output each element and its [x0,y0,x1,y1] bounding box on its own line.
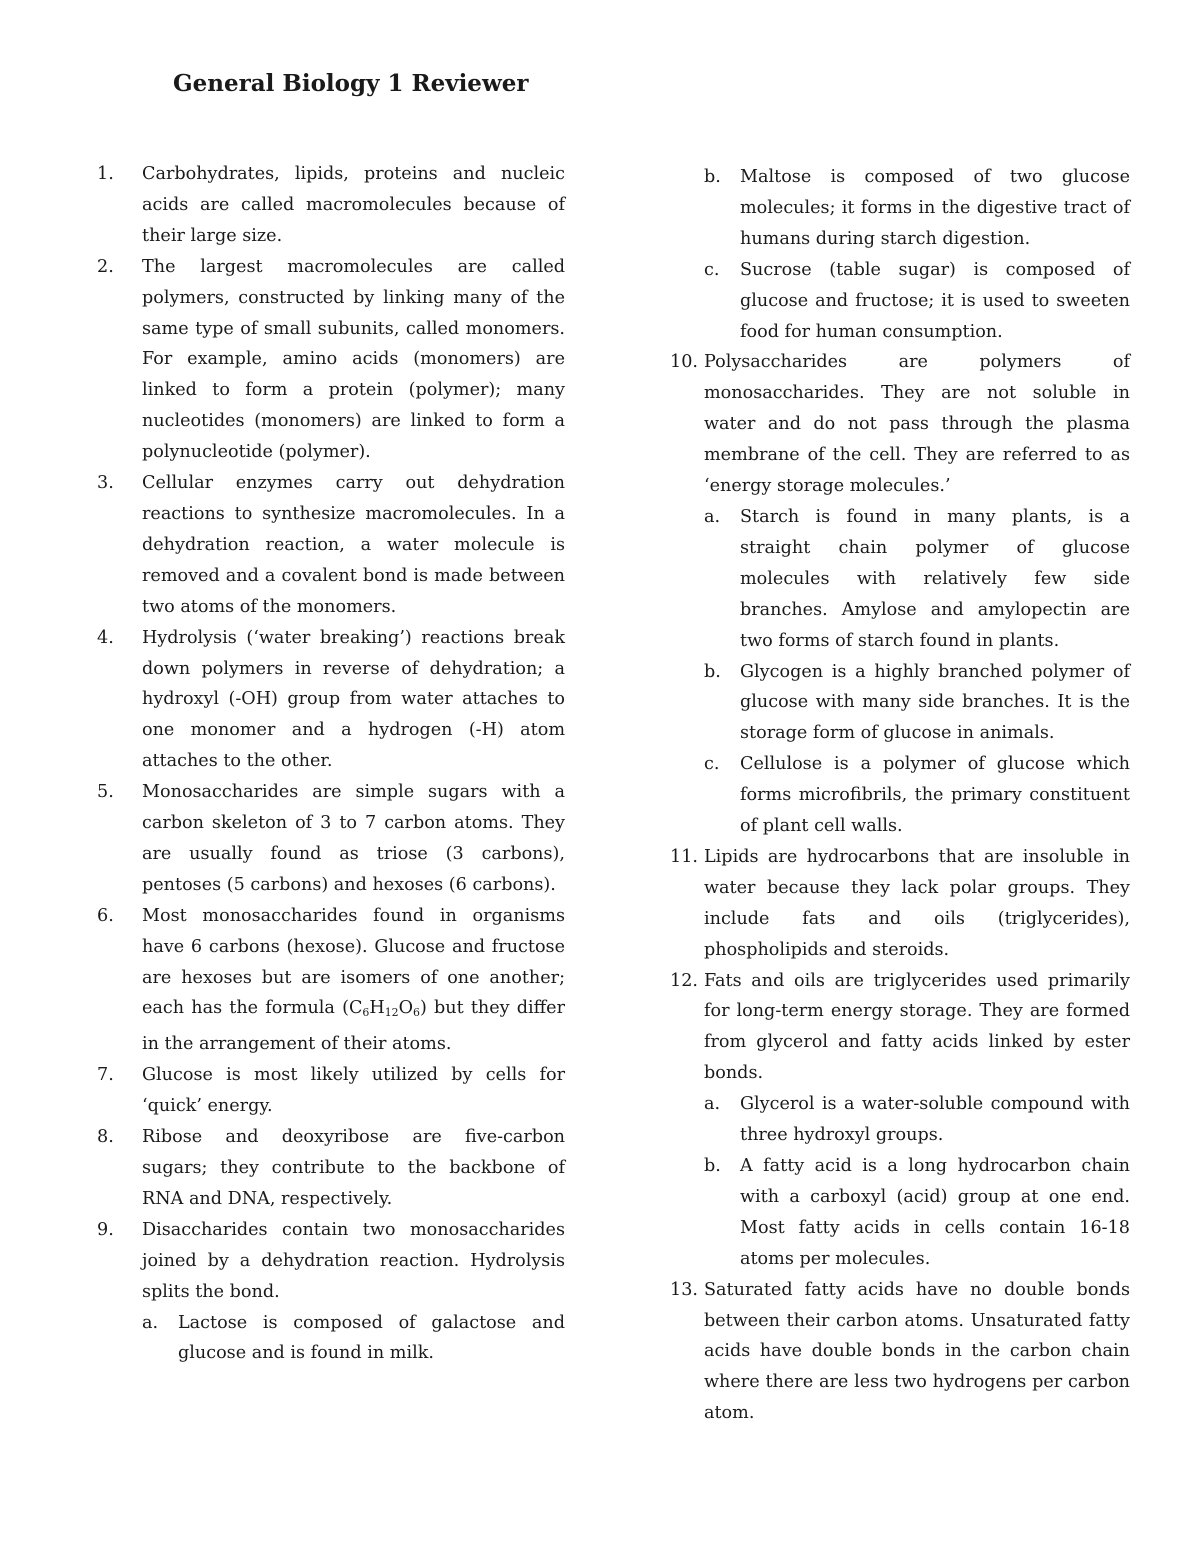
sub-item-text: Starch is found in many plants, is a straight chain polymer of glucose molecules with relatively few side branches. Amylose and amylopectin are two forms of starch found in plants. [740,506,1130,651]
list-item [97,1122,565,1215]
list-item [662,842,1130,966]
list-item [662,966,1130,1275]
sub-item-text: Lactose is composed of galactose and glucose and is found in milk. [178,1312,565,1364]
item-text: Lipids are hydrocarbons that are insoluble in water because they lack polar groups. They include fats and oils (triglycerides), phospholipids and steroids. [704,846,1130,960]
sub-item-text: Cellulose is a polymer of glucose which forms microfibrils, the primary constituent of plant cell walls. [740,754,1130,837]
item-text: Ribose and deoxyribose are five-carbon sugars; they contribute to the backbone of RNA and DNA, respectively. [142,1127,565,1209]
sub-item-text: A fatty acid is a long hydrocarbon chain with a carboxyl (acid) group at one end. Most fatty acids in cells contain 16-18 atoms per molecules. [740,1156,1130,1269]
item-text [142,901,565,1061]
left-column [97,159,565,1369]
sub-item-letter: c. [704,754,720,775]
sub-item-text: Glycogen is a highly branched polymer of glucose with many side branches. It is the storage form of glucose in animals. [740,661,1130,744]
list-item [97,777,565,901]
item-text: Saturated fatty acids have no double bonds between their carbon atoms. Unsaturated fatty acids have double bonds in the carbon chain where there are less two hydrogens per carbon atom. [704,1279,1130,1424]
list-item [97,1060,565,1122]
item-number: 13. [670,1279,698,1300]
item-number: 2. [97,256,114,277]
sub-item-letter: a. [704,506,721,527]
sub-item-text: Glycerol is a water-soluble compound with three hydroxyl groups. [740,1094,1130,1146]
item-text: Hydrolysis (‘water breaking’) reactions break down polymers in reverse of dehydration; a hydroxyl (-OH) group from water attaches to one monomer and a hydrogen (-H) atom attaches to the other. [142,627,565,772]
list-item [97,252,565,468]
item-number: 1. [97,164,114,184]
item-number: 12. [670,970,698,991]
right-column [662,162,1130,1429]
sub-item [704,502,1130,657]
sub-item [704,162,1130,255]
sub-item-letter: b. [704,661,721,682]
sub-item-text: Maltose is composed of two glucose molecules; it forms in the digestive tract of humans during starch digestion. [740,167,1130,249]
sub-item-letter: b. [704,167,721,187]
item-number: 3. [97,473,114,494]
formula-h: H [369,998,385,1019]
item-number: 4. [97,627,114,648]
item-number: 8. [97,1127,114,1148]
item-text: Monosaccharides are simple sugars with a carbon skeleton of 3 to 7 carbon atoms. They are usually found as triose (3 carbons), pentoses (5 carbons) and hexoses (6 carbons). [142,782,565,895]
list-item [662,347,1130,842]
sub-item-letter: b. [704,1156,721,1176]
sub-item [704,1151,1130,1275]
subscript: 6 [362,1006,370,1020]
list-item [97,901,565,1061]
item-text-part: Most monosaccharides found in organisms have 6 carbons (hexose). Glucose and fructose are hexoses but are isomers of one another; each has the formula (C [142,905,565,1019]
item-text: Disaccharides contain two monosaccharides joined by a dehydration reaction. Hydrolysis splits the bond. [142,1219,565,1302]
formula-o: O [398,998,414,1019]
sub-item [142,1308,565,1370]
sub-item [704,749,1130,842]
sub-item-letter: a. [704,1094,721,1115]
item-text: Fats and oils are triglycerides used primarily for long-term energy storage. They are formed from glycerol and fatty acids linked by ester bonds. [704,970,1130,1084]
item-text: Glucose is most likely utilized by cells for ‘quick’ energy. [142,1065,565,1117]
item-number: 6. [97,905,114,926]
list-item [97,159,565,252]
sub-item [704,657,1130,750]
item-number: 7. [97,1065,114,1086]
item-number: 11. [670,846,698,867]
item-text: Polysaccharides are polymers of monosaccharides. They are not soluble in water and do not pass through the plasma membrane of the cell. They are referred to as ‘energy storage molecules.’ [704,352,1130,497]
item-number: 9. [97,1219,114,1240]
list-item [662,1275,1130,1430]
subscript: 6 [413,1006,420,1020]
page-title: General Biology 1 Reviewer [173,70,529,97]
list-item-continued [662,162,1130,347]
item-number: 10. [670,352,698,373]
list-item [97,1215,565,1370]
item-text: Carbohydrates, lipids, proteins and nucleic acids are called macromolecules because of their large size. [142,164,565,246]
sub-item [704,255,1130,348]
item-text: Cellular enzymes carry out dehydration reactions to synthesize macromolecules. In a dehydration reaction, a water molecule is removed and a covalent bond is made between two atoms of the monomers. [142,473,565,617]
list-item [97,468,565,623]
sub-item-text: Sucrose (table sugar) is composed of glucose and fructose; it is used to sweeten food for human consumption. [740,259,1130,342]
list-item [97,623,565,778]
subscript: 12 [384,1006,399,1020]
sub-item [704,1089,1130,1151]
item-text: The largest macromolecules are called polymers, constructed by linking many of the same type of small subunits, called monomers. For example, amino acids (monomers) are linked to form a protein (polymer); many nucleotides (monomers) are linked to form a polynucleotide (polymer). [142,256,565,463]
item-number: 5. [97,782,114,803]
sub-item-letter: a. [142,1312,159,1333]
item-text-part: ) but they differ in the arrangement of their atoms. [142,998,565,1055]
sub-item-letter: c. [704,259,720,280]
